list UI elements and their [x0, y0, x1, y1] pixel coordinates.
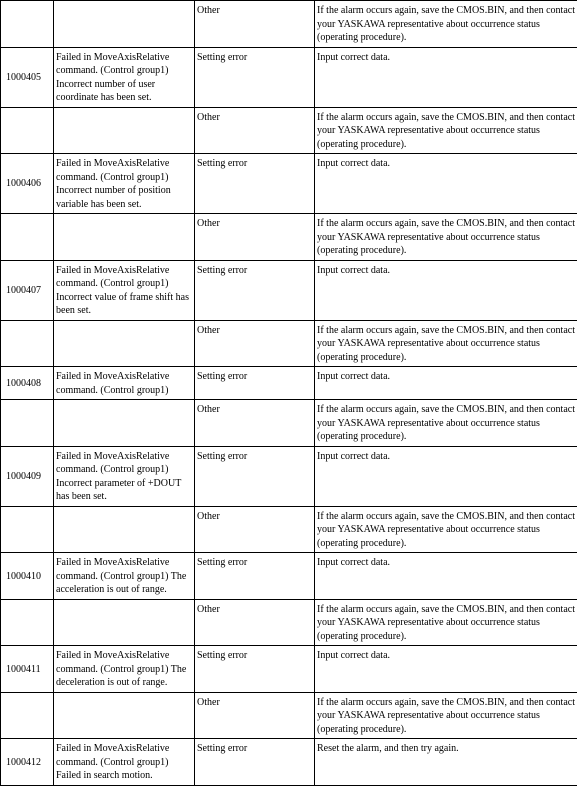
alarm-code-cell: 1000408 [1, 367, 54, 400]
table-row [1, 260, 577, 320]
alarm-message-cell [54, 107, 195, 154]
alarm-message-cell [54, 1, 195, 48]
remedy-cell: Input correct data. [315, 47, 577, 107]
alarm-code-cell [1, 599, 54, 646]
cause-cell: Setting error [195, 154, 315, 214]
cause-cell: Other [195, 107, 315, 154]
remedy-cell: Input correct data. [315, 154, 577, 214]
alarm-message-cell [54, 320, 195, 367]
alarm-code-cell [1, 107, 54, 154]
table-row [1, 553, 577, 600]
cause-cell: Setting error [195, 260, 315, 320]
alarm-message-cell [54, 214, 195, 261]
remedy-cell: Input correct data. [315, 260, 577, 320]
remedy-cell: Input correct data. [315, 553, 577, 600]
alarm-code-cell [1, 506, 54, 553]
remedy-cell: Input correct data. [315, 446, 577, 506]
table-row [1, 646, 577, 693]
table-row [1, 367, 577, 400]
alarm-code-cell: 1000407 [1, 260, 54, 320]
cause-cell: Other [195, 320, 315, 367]
alarm-message-cell: Failed in MoveAxisRelative command. (Control group1) Incorrect value of frame shift has been set. [54, 260, 195, 320]
cause-cell: Other [195, 1, 315, 48]
table-row [1, 107, 577, 154]
alarm-message-cell: Failed in MoveAxisRelative command. (Control group1) [54, 367, 195, 400]
alarm-message-cell [54, 506, 195, 553]
alarm-message-cell: Failed in MoveAxisRelative command. (Control group1) Incorrect number of user coordinate has been set. [54, 47, 195, 107]
remedy-cell: If the alarm occurs again, save the CMOS.BIN, and then contact your YASKAWA representative about occurrence status (operating procedure). [315, 1, 577, 48]
alarm-message-cell [54, 400, 195, 447]
remedy-cell: If the alarm occurs again, save the CMOS.BIN, and then contact your YASKAWA representative about occurrence status (operating procedure). [315, 599, 577, 646]
alarm-code-cell: 1000409 [1, 446, 54, 506]
alarm-code-cell [1, 1, 54, 48]
cause-cell: Setting error [195, 553, 315, 600]
cause-cell: Setting error [195, 646, 315, 693]
cause-cell: Setting error [195, 446, 315, 506]
table-row [1, 154, 577, 214]
alarm-code-cell: 1000406 [1, 154, 54, 214]
table-row [1, 692, 577, 739]
alarm-code-cell [1, 400, 54, 447]
cause-cell: Setting error [195, 47, 315, 107]
table-row [1, 446, 577, 506]
cause-cell: Other [195, 214, 315, 261]
alarm-message-cell [54, 692, 195, 739]
table-row [1, 599, 577, 646]
table-row [1, 47, 577, 107]
alarm-code-cell [1, 320, 54, 367]
remedy-cell: If the alarm occurs again, save the CMOS.BIN, and then contact your YASKAWA representative about occurrence status (operating procedure). [315, 320, 577, 367]
cause-cell: Other [195, 506, 315, 553]
table-row [1, 320, 577, 367]
alarm-table-body [1, 1, 577, 786]
cause-cell: Setting error [195, 739, 315, 786]
remedy-cell: Input correct data. [315, 646, 577, 693]
cause-cell: Other [195, 692, 315, 739]
cause-cell: Setting error [195, 367, 315, 400]
remedy-cell: If the alarm occurs again, save the CMOS.BIN, and then contact your YASKAWA representative about occurrence status (operating procedure). [315, 692, 577, 739]
table-row [1, 506, 577, 553]
alarm-code-cell: 1000412 [1, 739, 54, 786]
remedy-cell: If the alarm occurs again, save the CMOS.BIN, and then contact your YASKAWA representative about occurrence status (operating procedure). [315, 506, 577, 553]
alarm-code-cell: 1000411 [1, 646, 54, 693]
remedy-cell: Reset the alarm, and then try again. [315, 739, 577, 786]
alarm-message-cell: Failed in MoveAxisRelative command. (Control group1) The acceleration is out of range. [54, 553, 195, 600]
remedy-cell: If the alarm occurs again, save the CMOS.BIN, and then contact your YASKAWA representative about occurrence status (operating procedure). [315, 400, 577, 447]
alarm-message-cell: Failed in MoveAxisRelative command. (Control group1) Failed in search motion. [54, 739, 195, 786]
cause-cell: Other [195, 400, 315, 447]
alarm-message-cell: Failed in MoveAxisRelative command. (Control group1) Incorrect number of position variable has been set. [54, 154, 195, 214]
cause-cell: Other [195, 599, 315, 646]
alarm-message-cell [54, 599, 195, 646]
alarm-code-cell: 1000405 [1, 47, 54, 107]
alarm-message-cell: Failed in MoveAxisRelative command. (Control group1) The deceleration is out of range. [54, 646, 195, 693]
table-row [1, 214, 577, 261]
remedy-cell: If the alarm occurs again, save the CMOS.BIN, and then contact your YASKAWA representative about occurrence status (operating procedure). [315, 214, 577, 261]
remedy-cell: If the alarm occurs again, save the CMOS.BIN, and then contact your YASKAWA representative about occurrence status (operating procedure). [315, 107, 577, 154]
alarm-code-cell [1, 214, 54, 261]
table-row [1, 739, 577, 786]
table-row [1, 1, 577, 48]
alarm-code-cell [1, 692, 54, 739]
alarm-code-cell: 1000410 [1, 553, 54, 600]
table-row [1, 400, 577, 447]
alarm-message-cell: Failed in MoveAxisRelative command. (Control group1) Incorrect parameter of +DOUT has been set. [54, 446, 195, 506]
remedy-cell: Input correct data. [315, 367, 577, 400]
